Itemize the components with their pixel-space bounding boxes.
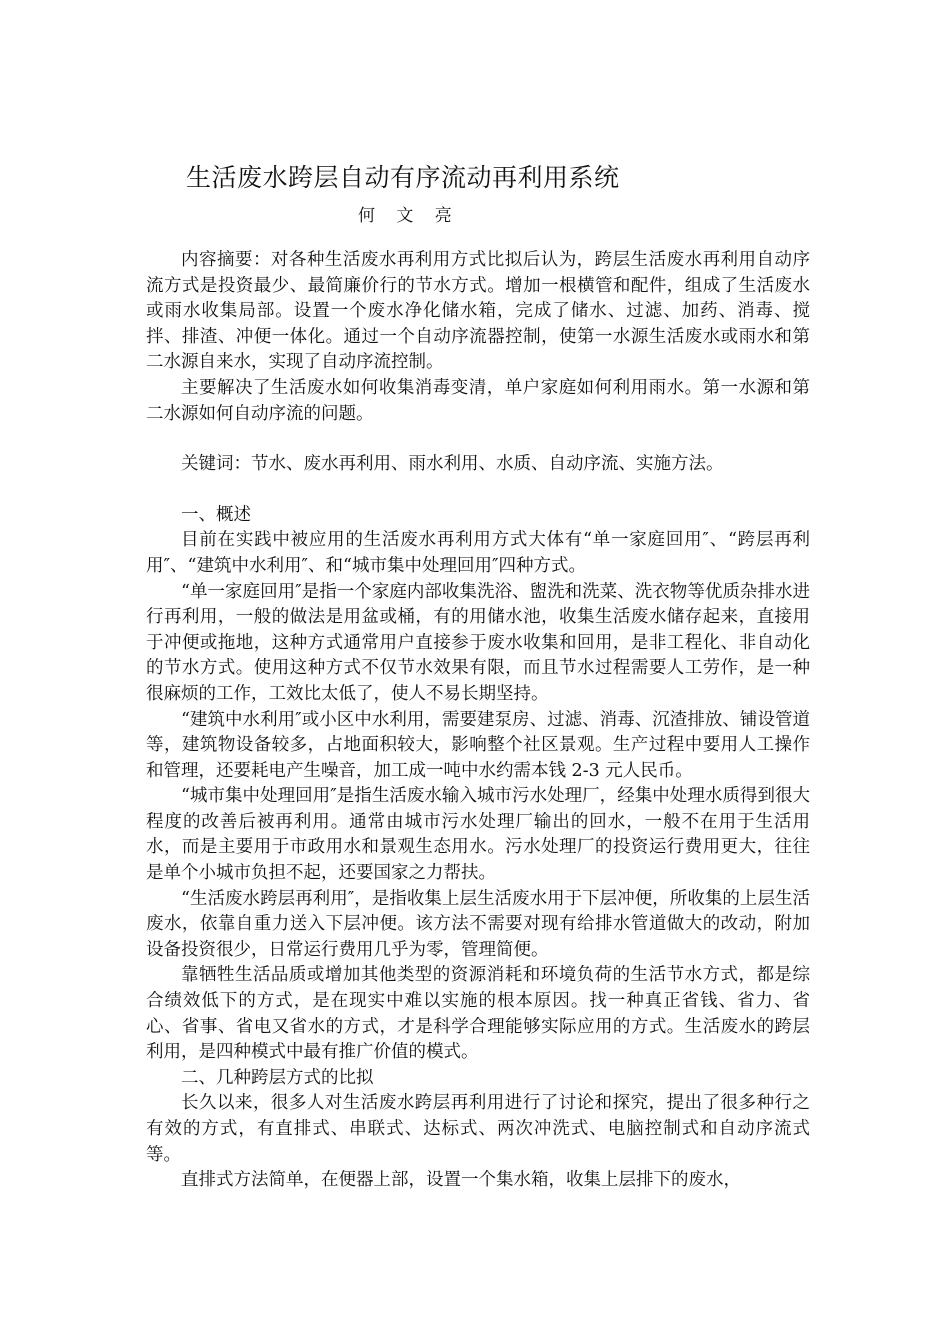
section-heading-comparison: 二、几种跨层方式的比拟 [181, 1067, 374, 1088]
section-heading-overview: 一、概述 [181, 504, 251, 525]
document-body [146, 248, 810, 1194]
body-paragraph: 直排式方法简单，在便器上部，设置一个集水箱，收集上层排下的废水， [181, 1170, 741, 1191]
body-paragraph: “单一家庭回用″是指一个家庭内部收集洗浴、盥洗和洗菜、洗衣物等优质杂排水进行再利用，一般的做法是用盆或桶，有的用储水池，收集生活废水储存起来，直接用于冲便或拖地，这种方式通常用户直接参于废水收集和回用，是非工程化、非自动化的节水方式。使用这种方式不仅节水效果有限，而且节水过程需要人工劳作，是一种很麻烦的工作，工效比太低了，使人不易长期坚持。 [146, 581, 810, 704]
body-paragraph: 目前在实践中被应用的生活废水再利用方式大体有“单一家庭回用″、“跨层再利用″、“建筑中水利用″、和“城市集中处理回用″四种方式。 [146, 530, 810, 576]
body-paragraph: “城市集中处理回用″是指生活废水输入城市污水处理厂，经集中处理水质得到很大程度的改善后被再利用。通常由城市污水处理厂输出的回水，一般不在用于生活用水，而是主要用于市政用水和景观生态用水。污水处理厂的投资运行费用更大，往往是单个小城市负担不起，还要国家之力帮扶。 [146, 786, 810, 884]
document-title: 生活废水跨层自动有序流动再利用系统 [186, 163, 620, 192]
body-paragraph: “生活废水跨层再利用″，是指收集上层生活废水用于下层冲便，所收集的上层生活废水，依靠自重力送入下层冲便。该方法不需要对现有给排水管道做大的改动，附加设备投资很少，日常运行费用几乎为零，管理简便。 [146, 888, 810, 960]
body-paragraph: “建筑中水利用″或小区中水利用，需要建泵房、过滤、消毒、沉渣排放、铺设管道等，建筑物设备较多，占地面积较大，影响整个社区景观。生产过程中要用人工操作和管理，还要耗电产生噪音，加工成一吨中水约需本钱 2-3 元人民币。 [146, 709, 810, 781]
spacer [146, 478, 810, 503]
abstract-paragraph: 内容摘要：对各种生活废水再利用方式比拟后认为，跨层生活废水再利用自动序流方式是投资最少、最简廉价行的节水方式。增加一根横管和配件，组成了生活废水或雨水收集局部。设置一个废水净化储水箱，完成了储水、过滤、加药、消毒、搅拌、排渣、冲便一体化。通过一个自动序流器控制，使第一水源生活废水或雨水和第二水源自来水，实现了自动序流控制。 [146, 250, 810, 373]
body-paragraph: 长久以来，很多人对生活废水跨层再利用进行了讨论和探究，提出了很多种行之有效的方式，有直排式、串联式、达标式、两次冲洗式、电脑控制式和自动序流式等。 [146, 1093, 810, 1165]
document-author: 何 文 亮 [358, 206, 460, 226]
abstract-paragraph-2: 主要解决了生活废水如何收集消毒变清，单户家庭如何利用雨水。第一水源和第二水源如何自动序流的问题。 [146, 377, 810, 424]
body-paragraph: 靠牺牲生活品质或增加其他类型的资源消耗和环境负荷的生活节水方式，都是综合绩效低下的方式，是在现实中难以实施的根本原因。找一种真正省钱、省力、省心、省事、省电又省水的方式，才是科学合理能够实际应用的方式。生活废水的跨层利用，是四种模式中最有推广价值的模式。 [146, 965, 810, 1063]
spacer [146, 427, 810, 452]
keywords-line: 关键词：节水、废水再利用、雨水利用、水质、自动序流、实施方法。 [181, 454, 724, 475]
